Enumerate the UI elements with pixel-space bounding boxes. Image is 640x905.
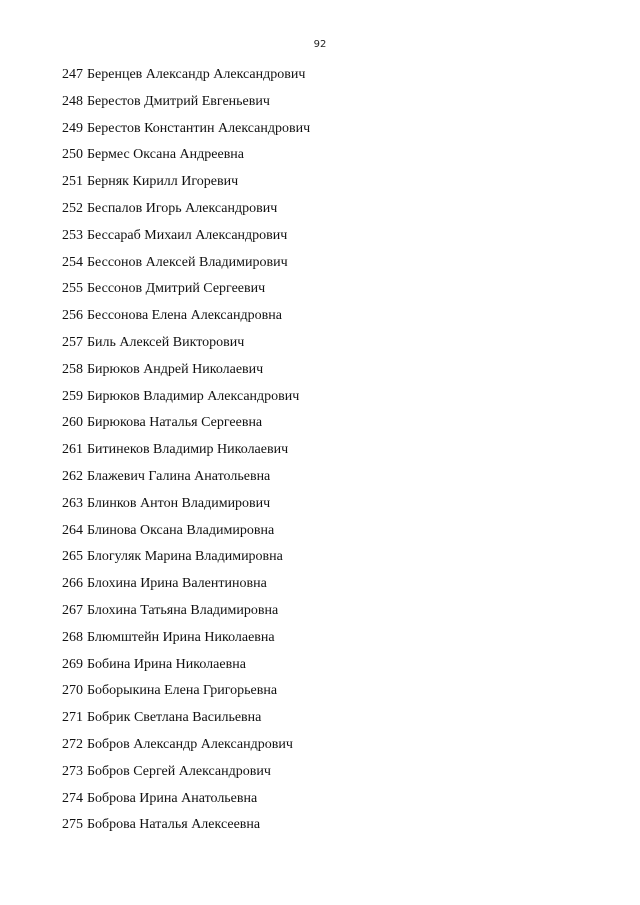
entry-number: 249 xyxy=(62,120,83,136)
entry-name: Блажевич Галина Анатольевна xyxy=(87,468,271,484)
entry-name: Бермес Оксана Андреевна xyxy=(87,147,245,163)
list-item xyxy=(62,469,310,496)
entry-name: Бессонова Елена Александровна xyxy=(87,308,282,324)
list-item xyxy=(62,764,310,791)
entry-number: 269 xyxy=(62,656,83,672)
list-item xyxy=(62,281,310,308)
entry-number: 260 xyxy=(62,415,83,431)
entry-name: Берняк Кирилл Игоревич xyxy=(87,174,239,190)
entry-number: 248 xyxy=(62,93,83,109)
entry-name: Боброва Ирина Анатольевна xyxy=(87,790,258,806)
list-item xyxy=(62,549,310,576)
list-item xyxy=(62,308,310,335)
entry-number: 271 xyxy=(62,710,83,726)
entry-name: Блинков Антон Владимирович xyxy=(87,495,271,511)
entry-name: Бессонов Алексей Владимирович xyxy=(87,254,288,270)
entry-name: Бессонов Дмитрий Сергеевич xyxy=(87,281,266,297)
entry-number: 264 xyxy=(62,522,83,538)
list-item xyxy=(62,657,310,684)
entry-name: Бессараб Михаил Александрович xyxy=(87,227,288,243)
entry-number: 273 xyxy=(62,763,83,779)
list-item xyxy=(62,415,310,442)
list-item xyxy=(62,576,310,603)
entry-name: Биль Алексей Викторович xyxy=(87,334,245,350)
entry-number: 270 xyxy=(62,683,83,699)
entry-number: 251 xyxy=(62,174,83,190)
entry-number: 255 xyxy=(62,281,83,297)
entry-name: Беспалов Игорь Александрович xyxy=(87,200,278,216)
entry-number: 247 xyxy=(62,67,83,82)
name-list xyxy=(62,67,310,844)
list-item xyxy=(62,737,310,764)
list-item xyxy=(62,335,310,362)
list-item xyxy=(62,201,310,228)
entry-number: 261 xyxy=(62,442,83,458)
list-item xyxy=(62,630,310,657)
list-item xyxy=(62,121,310,148)
list-item xyxy=(62,67,310,94)
entry-name: Блогуляк Марина Владимировна xyxy=(87,549,283,565)
entry-number: 262 xyxy=(62,468,83,484)
page-number: 92 xyxy=(313,39,327,50)
entry-name: Берестов Константин Александрович xyxy=(87,120,311,136)
entry-name: Блинова Оксана Владимировна xyxy=(87,522,275,538)
entry-number: 263 xyxy=(62,495,83,511)
entry-number: 266 xyxy=(62,576,83,592)
entry-name: Берестов Дмитрий Евгеньевич xyxy=(87,93,270,109)
entry-number: 268 xyxy=(62,629,83,645)
entry-number: 267 xyxy=(62,602,83,618)
list-item xyxy=(62,496,310,523)
list-item xyxy=(62,791,310,818)
entry-name: Блохина Ирина Валентиновна xyxy=(87,576,267,592)
entry-name: Блохина Татьяна Владимировна xyxy=(87,602,279,618)
entry-name: Бирюков Владимир Александрович xyxy=(87,388,300,404)
entry-name: Бобина Ирина Николаевна xyxy=(87,656,246,672)
list-item xyxy=(62,174,310,201)
entry-name: Бирюкова Наталья Сергеевна xyxy=(87,415,263,431)
entry-number: 253 xyxy=(62,227,83,243)
list-item xyxy=(62,710,310,737)
entry-name: Бобров Александр Александрович xyxy=(87,736,293,752)
list-item xyxy=(62,94,310,121)
list-item xyxy=(62,389,310,416)
list-item xyxy=(62,523,310,550)
entry-number: 254 xyxy=(62,254,83,270)
entry-name: Бобрик Светлана Васильевна xyxy=(87,710,262,726)
entry-number: 250 xyxy=(62,147,83,163)
list-item xyxy=(62,147,310,174)
list-item xyxy=(62,817,310,844)
entry-name: Боброва Наталья Алексеевна xyxy=(87,817,261,833)
list-item xyxy=(62,362,310,389)
entry-name: Блюмштейн Ирина Николаевна xyxy=(87,629,275,645)
list-item xyxy=(62,255,310,282)
entry-number: 257 xyxy=(62,334,83,350)
entry-number: 259 xyxy=(62,388,83,404)
entry-name: Бобров Сергей Александрович xyxy=(87,763,271,779)
entry-number: 274 xyxy=(62,790,83,806)
entry-name: Беренцев Александр Александрович xyxy=(87,67,306,82)
entry-number: 256 xyxy=(62,308,83,324)
entry-name: Битинеков Владимир Николаевич xyxy=(87,442,289,458)
list-item xyxy=(62,442,310,469)
list-item xyxy=(62,603,310,630)
entry-number: 252 xyxy=(62,200,83,216)
list-item xyxy=(62,683,310,710)
entry-name: Боборыкина Елена Григорьевна xyxy=(87,683,278,699)
entry-number: 258 xyxy=(62,361,83,377)
entry-number: 272 xyxy=(62,736,83,752)
entry-name: Бирюков Андрей Николаевич xyxy=(87,361,264,377)
entry-number: 275 xyxy=(62,817,83,833)
list-item xyxy=(62,228,310,255)
entry-number: 265 xyxy=(62,549,83,565)
